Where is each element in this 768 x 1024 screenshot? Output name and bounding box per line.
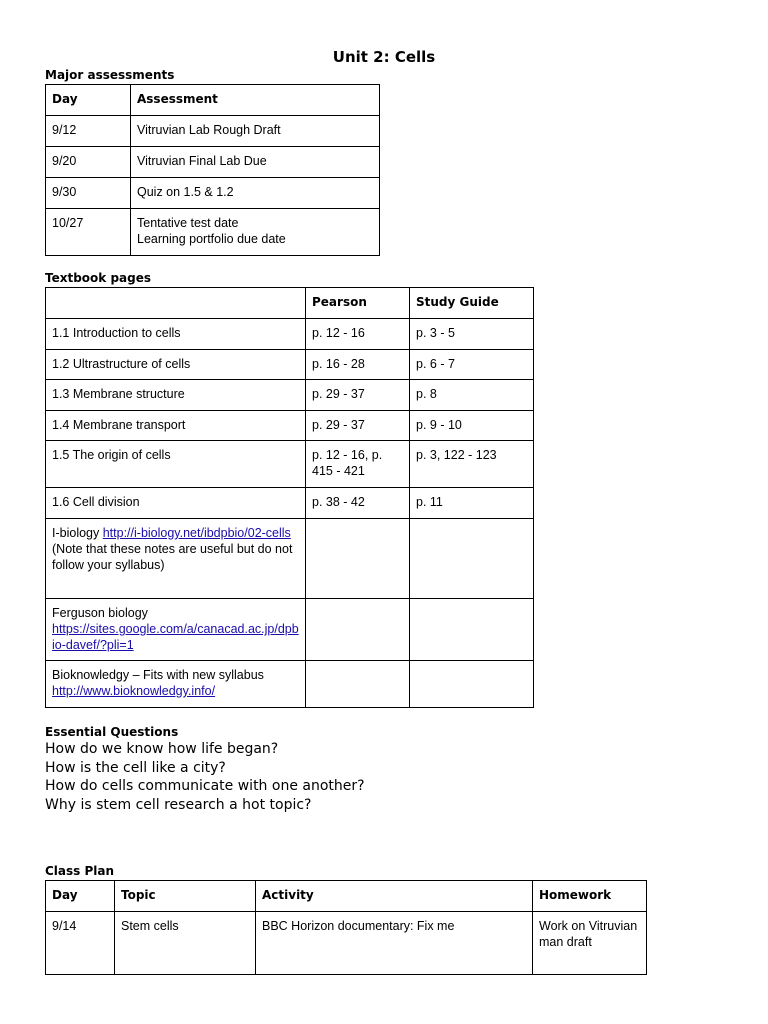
assessment-name: Vitruvian Lab Rough Draft bbox=[131, 116, 380, 147]
pearson-cell bbox=[306, 519, 410, 599]
pearson-cell bbox=[306, 661, 410, 708]
assessments-table bbox=[45, 84, 380, 256]
assessment-name: Quiz on 1.5 & 1.2 bbox=[131, 178, 380, 209]
class-plan-label: Class Plan bbox=[45, 864, 115, 878]
day-header: Day bbox=[46, 881, 115, 912]
topic-cell: 1.3 Membrane structure bbox=[46, 380, 306, 411]
class-plan-table bbox=[45, 880, 647, 975]
textbook-header-row bbox=[46, 288, 534, 319]
ibiology-link[interactable]: http://i-biology.net/ibdpbio/02-cells bbox=[102, 526, 291, 540]
table-row bbox=[46, 912, 647, 975]
resource-cell bbox=[46, 599, 306, 661]
topic-header bbox=[46, 288, 306, 319]
topic-header: Topic bbox=[115, 881, 256, 912]
study-guide-cell: p. 11 bbox=[410, 488, 534, 519]
question-item: How do cells communicate with one another? bbox=[45, 778, 365, 794]
question-item: How is the cell like a city? bbox=[45, 759, 226, 776]
table-row bbox=[46, 116, 380, 147]
question-item: How do we know how life began? bbox=[45, 741, 279, 757]
plan-homework: Work on Vitruvian man draft bbox=[533, 912, 647, 975]
table-row bbox=[46, 319, 534, 350]
pearson-cell: p. 16 - 28 bbox=[306, 350, 410, 380]
table-row bbox=[46, 411, 534, 441]
plan-activity: BBC Horizon documentary: Fix me bbox=[256, 912, 533, 975]
assessment-line: Learning portfolio due date bbox=[137, 232, 286, 246]
resource-row-bioknowledgy bbox=[46, 661, 534, 708]
table-row bbox=[46, 178, 380, 209]
textbook-label: Textbook pages bbox=[45, 271, 152, 285]
study-guide-cell: p. 3 - 5 bbox=[410, 319, 534, 350]
resource-note: (Note that these notes are useful but do not follow your syllabus) bbox=[52, 542, 293, 572]
study-guide-cell: p. 6 - 7 bbox=[410, 350, 534, 380]
resource-cell bbox=[46, 519, 306, 599]
resource-name: Bioknowledgy – Fits with new syllabus bbox=[52, 668, 264, 682]
topic-cell: 1.5 The origin of cells bbox=[46, 441, 306, 488]
pearson-header: Pearson bbox=[306, 288, 410, 319]
class-plan-header-row bbox=[46, 881, 647, 912]
pearson-cell: p. 29 - 37 bbox=[306, 380, 410, 411]
pearson-cell: p. 12 - 16 bbox=[306, 319, 410, 350]
table-row bbox=[46, 147, 380, 178]
study-guide-cell bbox=[410, 519, 534, 599]
pearson-cell: p. 29 - 37 bbox=[306, 411, 410, 441]
study-guide-cell bbox=[410, 661, 534, 708]
study-guide-cell: p. 3, 122 - 123 bbox=[410, 441, 534, 488]
day-header: Day bbox=[46, 85, 131, 116]
bioknowledgy-link[interactable]: http://www.bioknowledgy.info/ bbox=[52, 684, 216, 698]
table-row bbox=[46, 380, 534, 411]
table-row bbox=[46, 441, 534, 488]
assessments-label: Major assessments bbox=[45, 68, 175, 82]
plan-topic: Stem cells bbox=[115, 912, 256, 975]
question-item: Why is stem cell research a hot topic? bbox=[45, 796, 312, 813]
topic-cell: 1.1 Introduction to cells bbox=[46, 319, 306, 350]
essential-questions-label: Essential Questions bbox=[45, 725, 179, 739]
assessment-day: 10/27 bbox=[46, 209, 131, 256]
plan-day: 9/14 bbox=[46, 912, 115, 975]
table-row bbox=[46, 350, 534, 380]
topic-cell: 1.4 Membrane transport bbox=[46, 411, 306, 441]
page-title: Unit 2: Cells bbox=[332, 48, 436, 66]
resource-cell bbox=[46, 661, 306, 708]
pearson-cell: p. 12 - 16, p. 415 - 421 bbox=[306, 441, 410, 488]
activity-header: Activity bbox=[256, 881, 533, 912]
topic-cell: 1.2 Ultrastructure of cells bbox=[46, 350, 306, 380]
study-guide-cell: p. 8 bbox=[410, 380, 534, 411]
assessment-name bbox=[131, 209, 380, 256]
assessments-header-row bbox=[46, 85, 380, 116]
study-guide-cell: p. 9 - 10 bbox=[410, 411, 534, 441]
resource-name: I-biology bbox=[52, 526, 100, 540]
assessment-header: Assessment bbox=[131, 85, 380, 116]
study-guide-header: Study Guide bbox=[410, 288, 534, 319]
assessment-day: 9/30 bbox=[46, 178, 131, 209]
homework-header: Homework bbox=[533, 881, 647, 912]
pearson-cell bbox=[306, 599, 410, 661]
pearson-cell: p. 38 - 42 bbox=[306, 488, 410, 519]
resource-row-ibiology bbox=[46, 519, 534, 599]
assessment-name: Vitruvian Final Lab Due bbox=[131, 147, 380, 178]
resource-row-ferguson bbox=[46, 599, 534, 661]
ferguson-link[interactable]: https://sites.google.com/a/canacad.ac.jp/dpbio-davef/?pli=1 bbox=[52, 622, 299, 652]
table-row bbox=[46, 488, 534, 519]
study-guide-cell bbox=[410, 599, 534, 661]
textbook-table bbox=[45, 287, 534, 708]
resource-name: Ferguson biology bbox=[52, 606, 148, 620]
assessment-day: 9/20 bbox=[46, 147, 131, 178]
assessment-day: 9/12 bbox=[46, 116, 131, 147]
assessment-line: Tentative test date bbox=[137, 216, 239, 230]
topic-cell: 1.6 Cell division bbox=[46, 488, 306, 519]
table-row bbox=[46, 209, 380, 256]
essential-questions-list bbox=[45, 740, 365, 814]
